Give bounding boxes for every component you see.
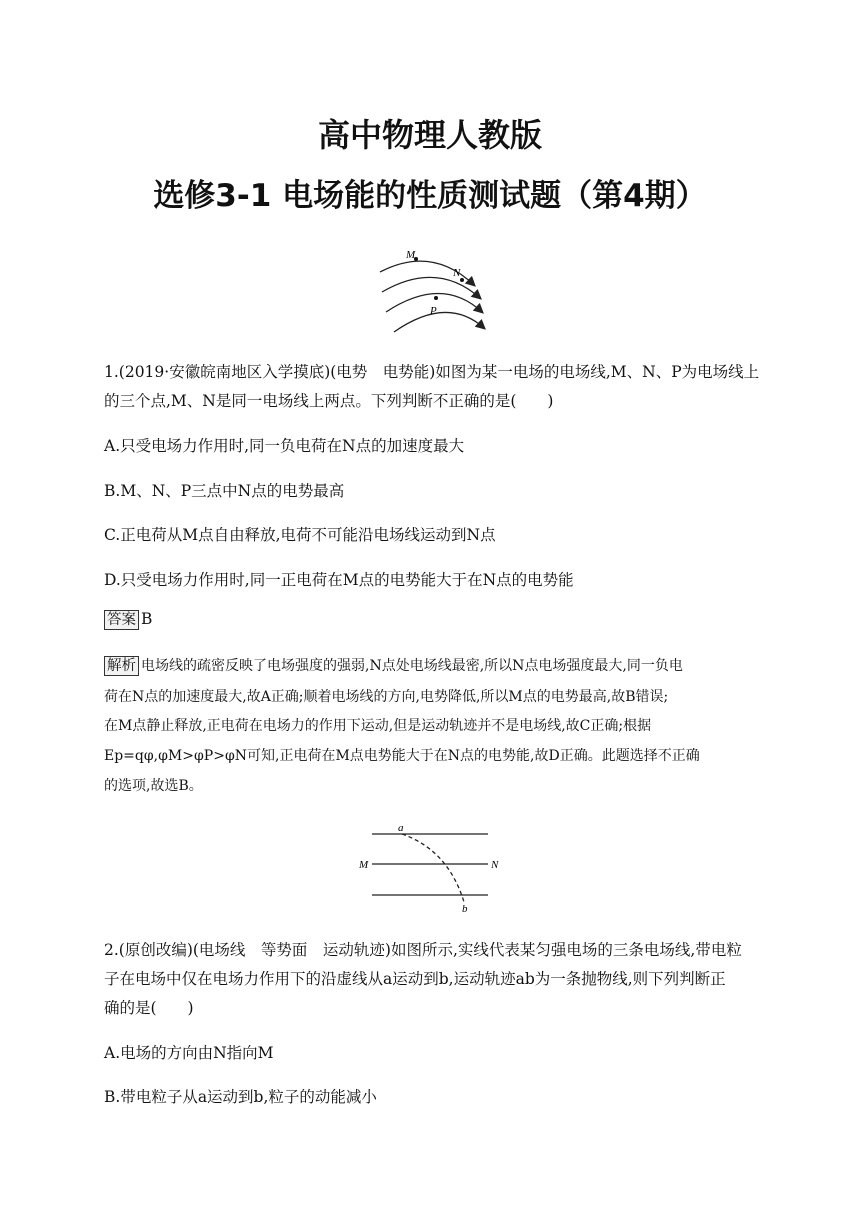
q1-answer <box>104 610 152 630</box>
answer-value: B <box>141 610 153 628</box>
point-n <box>460 278 464 282</box>
label-m2: M <box>359 859 369 871</box>
analysis-label: 解析 <box>104 656 139 676</box>
q1-option-c: C.正电荷从M点自由释放,电荷不可能沿电场线运动到N点 <box>104 526 496 544</box>
q1-stem-line2: 的三个点,M、N是同一电场线上两点。下列判断不正确的是( ) <box>104 392 554 410</box>
q2-stem-line3: 确的是( ) <box>104 999 194 1017</box>
q1-option-d: D.只受电场力作用时,同一正电荷在M点的电势能大于在N点的电势能 <box>104 571 574 589</box>
trajectory-figure <box>356 820 506 915</box>
q2-option-b: B.带电粒子从a运动到b,粒子的动能减小 <box>104 1088 377 1106</box>
q1-option-b: B.M、N、P三点中N点的电势最高 <box>104 482 345 500</box>
page-subtitle: 选修3-1 电场能的性质测试题（第4期） <box>153 178 707 214</box>
q1-stem-line1: 1.(2019·安徽皖南地区入学摸底)(电势 电势能)如图为某一电场的电场线,M、N、P为电场线上 <box>104 363 760 381</box>
q1-analysis-line1 <box>104 652 683 681</box>
label-n2: N <box>491 859 499 871</box>
point-p <box>434 296 438 300</box>
q1-analysis-line5: 的选项,故选B。 <box>104 778 203 794</box>
q2-stem-line2: 子在电场中仅在电场力作用下的沿虚线从a运动到b,运动轨迹ab为一条抛物线,则下列判断正 <box>104 970 726 988</box>
q2-option-a: A.电场的方向由N指向M <box>104 1044 274 1062</box>
label-m: M <box>406 249 416 261</box>
label-p: P <box>430 305 437 317</box>
q1-option-a: A.只受电场力作用时,同一负电荷在N点的加速度最大 <box>104 437 465 455</box>
label-b: b <box>462 903 468 915</box>
label-a: a <box>398 822 404 834</box>
q1-analysis-line4: Ep=qφ,φM>φP>φN可知,正电荷在M点电势能大于在N点的电势能,故D正确。此题选择不正确 <box>104 748 700 764</box>
field-lines-figure <box>372 240 492 340</box>
field-line <box>394 312 484 332</box>
analysis-text: 电场线的疏密反映了电场强度的强弱,N点处电场线最密,所以N点电场强度最大,同一负电 <box>141 658 683 674</box>
q1-analysis-line3: 在M点静止释放,正电荷在电场力的作用下运动,但是运动轨迹并不是电场线,故C正确;根据 <box>104 718 652 734</box>
q1-analysis-line2: 荷在N点的加速度最大,故A正确;顺着电场线的方向,电势降低,所以M点的电势最高,故B错误; <box>104 689 669 705</box>
label-n: N <box>453 267 461 279</box>
page-title: 高中物理人教版 <box>317 116 542 154</box>
answer-label: 答案 <box>104 610 139 630</box>
trajectory-path <box>402 834 464 902</box>
field-line <box>382 277 480 298</box>
q2-stem-line1: 2.(原创改编)(电场线 等势面 运动轨迹)如图所示,实线代表某匀强电场的三条电场线,带电粒 <box>104 941 742 959</box>
